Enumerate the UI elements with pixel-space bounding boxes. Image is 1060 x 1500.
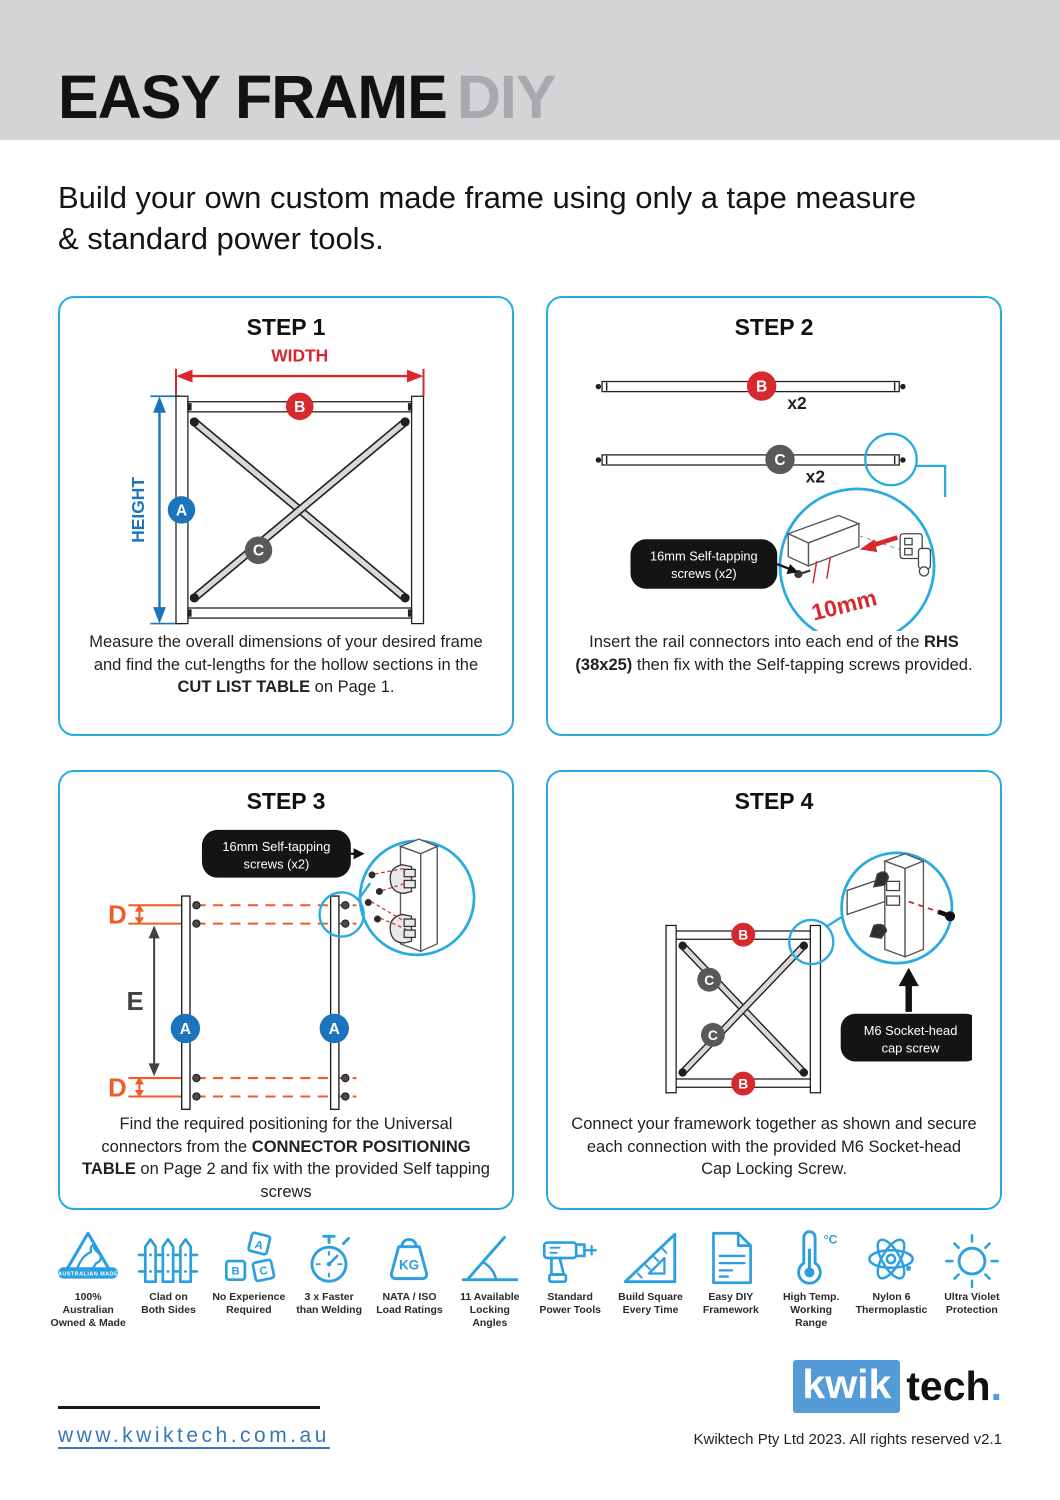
locking-angle-icon	[457, 1228, 523, 1288]
intro-text: Build your own custom made frame using only a tape measure & standard power tools.	[58, 180, 917, 256]
svg-text:A: A	[253, 1238, 265, 1253]
e-measure	[148, 925, 159, 1076]
svg-text:16mm Self-tapping: 16mm Self-tapping	[649, 548, 758, 564]
feature-nylon: Nylon 6 Thermoplastic	[853, 1228, 929, 1330]
step1-diagram	[121, 343, 451, 631]
rail-b	[595, 371, 905, 413]
feature-load-ratings: KG NATA / ISO Load Ratings	[371, 1228, 447, 1330]
feature-build-square: Build Square Every Time	[612, 1228, 688, 1330]
australian-made-icon	[55, 1228, 121, 1288]
step4-title: STEP 4	[734, 787, 814, 814]
badge-a	[168, 496, 196, 524]
kwiktech-logo	[793, 1360, 1002, 1413]
abc-blocks-icon	[216, 1228, 282, 1288]
step1-caption: Measure the overall dimensions of your desired frame and find the cut-lengths for the hollow sections in the CUT LIST TABLE on Page 1.	[89, 632, 483, 697]
step2-title: STEP 2	[734, 313, 814, 340]
step4-caption: Connect your framework together as shown and secure each connection with the provided M6 Socket-head Cap Locking Screw.	[571, 1114, 977, 1179]
feature-faster: 3 x Faster than Welding	[291, 1228, 367, 1330]
fence-icon	[135, 1228, 201, 1288]
footer-rule	[58, 1406, 320, 1410]
svg-text:A: A	[175, 502, 188, 520]
svg-text:M6 Socket-head: M6 Socket-head	[863, 1022, 957, 1038]
dim-e: E	[126, 987, 144, 1016]
svg-text:cap screw: cap screw	[881, 1040, 939, 1056]
stopwatch-icon	[296, 1228, 362, 1288]
dim-d-bottom: D	[107, 1074, 127, 1103]
feature-uv: Ultra Violet Protection	[934, 1228, 1010, 1330]
svg-text:C: C	[703, 972, 714, 988]
logo-kwik: kwik	[793, 1360, 900, 1413]
step4-panel	[546, 770, 1002, 1210]
feature-high-temp: °C High Temp. Working Range	[773, 1228, 849, 1330]
svg-text:KG: KG	[399, 1257, 420, 1273]
svg-text:AUSTRALIAN MADE: AUSTRALIAN MADE	[58, 1271, 119, 1278]
feature-easy-diy: Easy DIY Framework	[693, 1228, 769, 1330]
feature-australian-made: AUSTRALIAN MADE 100% Australian Owned & Made	[50, 1228, 126, 1330]
screws-pill	[201, 830, 364, 878]
logo-dot: .	[990, 1363, 1002, 1410]
title-primary: EASY FRAME	[58, 63, 447, 131]
svg-text:B: B	[737, 927, 748, 943]
badge-b-top	[731, 923, 755, 947]
screws-pill	[630, 539, 798, 589]
svg-text:B: B	[755, 378, 767, 396]
thermometer-icon	[778, 1228, 844, 1288]
svg-text:A: A	[328, 1020, 340, 1038]
feature-strip	[50, 1228, 1010, 1330]
svg-text:°C: °C	[823, 1232, 838, 1247]
svg-text:screws (x2): screws (x2)	[670, 565, 737, 581]
step4-diagram	[577, 817, 972, 1113]
badge-b-bottom	[731, 1071, 755, 1095]
svg-text:B: B	[294, 398, 306, 416]
qty-c: x2	[805, 466, 825, 487]
footer	[58, 1360, 1002, 1448]
copyright-text: Kwiktech Pty Ltd 2023. All rights reserved v2.1	[693, 1431, 1002, 1449]
atom-icon	[858, 1228, 924, 1288]
logo-tech: tech.	[906, 1363, 1002, 1410]
svg-text:B: B	[737, 1076, 748, 1092]
steps-grid	[58, 296, 1002, 1210]
document-icon	[698, 1228, 764, 1288]
website-block	[58, 1406, 330, 1449]
header-band	[0, 0, 1060, 140]
step1-title: STEP 1	[246, 313, 326, 340]
dim-10mm: 10mm	[808, 584, 879, 626]
svg-text:C: C	[707, 1027, 718, 1043]
step3-panel	[58, 770, 514, 1210]
set-square-icon	[617, 1228, 683, 1288]
svg-text:C: C	[258, 1264, 269, 1279]
height-label: HEIGHT	[127, 476, 148, 543]
brand-block	[694, 1360, 1003, 1448]
badge-c-upper	[697, 968, 721, 992]
step3-diagram	[89, 817, 484, 1113]
step2-caption: Insert the rail connectors into each end of the RHS (38x25) then fix with the Self-tapping screws provided.	[575, 632, 973, 674]
width-label: WIDTH	[271, 345, 329, 366]
svg-text:B: B	[231, 1265, 240, 1278]
feature-no-experience: A B C No Experience Required	[211, 1228, 287, 1330]
badge-c	[245, 536, 273, 564]
svg-text:C: C	[773, 451, 786, 469]
cross-braces	[194, 422, 405, 598]
badge-b	[286, 392, 314, 420]
step2-panel	[546, 296, 1002, 736]
svg-text:screws (x2): screws (x2)	[243, 856, 309, 872]
step3-title: STEP 3	[246, 787, 326, 814]
svg-text:A: A	[179, 1020, 191, 1038]
drill-icon	[537, 1228, 603, 1288]
badge-c-lower	[700, 1023, 724, 1047]
zoom-ring-small	[319, 892, 363, 936]
kg-weight-icon	[376, 1228, 442, 1288]
page-title	[58, 63, 556, 131]
svg-text:C: C	[252, 542, 265, 560]
title-secondary: DIY	[456, 63, 556, 131]
feature-locking-angles: 11 Available Locking Angles	[452, 1228, 528, 1330]
dim-d-top: D	[107, 901, 127, 930]
pointer-arrow	[898, 968, 918, 1012]
feature-clad: Clad on Both Sides	[130, 1228, 206, 1330]
feature-power-tools: Standard Power Tools	[532, 1228, 608, 1330]
svg-text:16mm Self-tapping: 16mm Self-tapping	[221, 838, 330, 854]
sun-icon	[939, 1228, 1005, 1288]
zoom-connector	[915, 466, 944, 497]
step1-panel	[58, 296, 514, 736]
cap-screw-pill	[840, 1014, 971, 1062]
cross-braces	[682, 946, 803, 1073]
qty-b: x2	[786, 392, 807, 413]
rail-c	[595, 445, 905, 487]
step3-caption: Find the required positioning for the Universal connectors from the CONNECTOR POSITIONING TABLE on Page 2 and fix with the provided Self tapping screws	[82, 1114, 490, 1202]
step2-diagram	[577, 343, 972, 631]
website-link[interactable]: www.kwiktech.com.au	[58, 1424, 330, 1448]
